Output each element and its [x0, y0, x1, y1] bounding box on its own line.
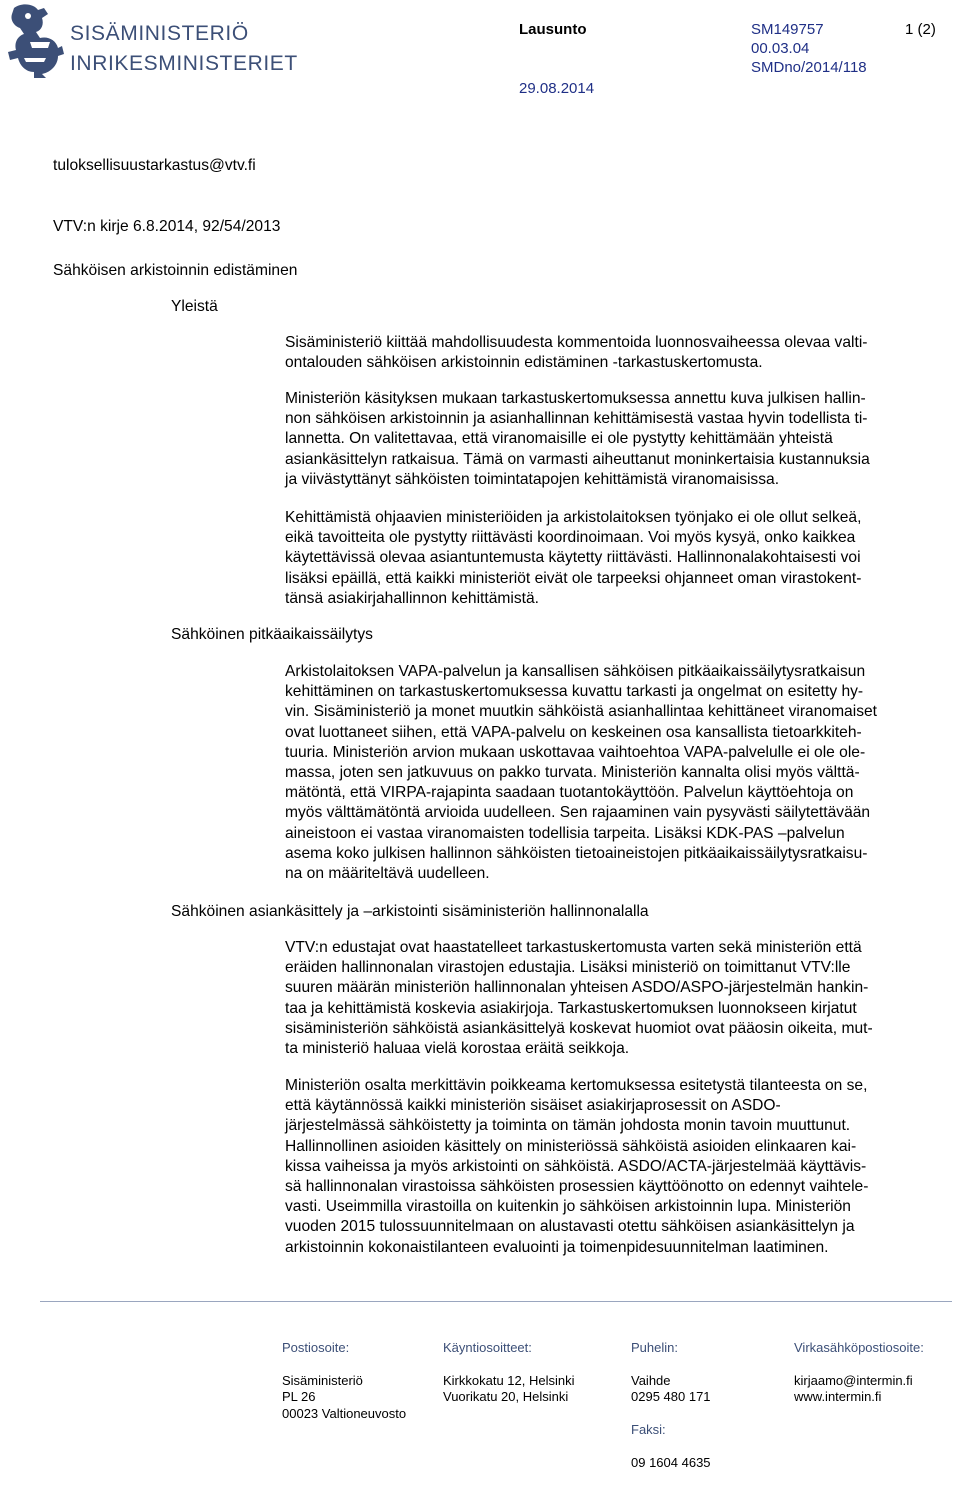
footer-phone-label: Puhelin:: [631, 1339, 678, 1355]
section-heading-electronic-case-handling: Sähköinen asiankäsittely ja –arkistointi sisäministeriön hallinnonalalla: [171, 903, 649, 920]
smdno-number: SMDno/2014/118: [751, 59, 867, 76]
paragraph: Arkistolaitoksen VAPA-palvelun ja kansallisen sähköisen pitkäaikaissäilytysratkaisun kehittäminen on tarkastuskertomuksessa kuvattu tarkasti ja ongelmat on esitetty hy- vin. Sisäministeriö ja monet muutkin sähköistä asianhallintaa kehittäneet viranomaiset ovat luottaneet siihen, että VAPA-palvelu on keskeinen osa kansallista tietoarkkiteh- tuuria. Ministeriön arvion mukaan uskottavaa vaihtoehtoa VAPA-palvelulle ei ole ole- massa, joten sen jatkuvuus on pakko turvata. Ministeriön kannalta olisi myös välttä- mätöntä, että VIRPA-rajapinta saadaan tuotantokäyttöön. Palvelun käyttöehtoja on myös välttämätöntä arvioida uudelleen. Sen rajaaminen vain pysyvästi säilytettävään aineistoon ei vastaa viranomaisten todellisia tarpeita. Lisäksi KDK-PAS –palvelun asema koko julkisen hallinnon sähköisten tietoaineistojen pitkäaikaissäilytysratkaisu- na on määriteltävä uudelleen.: [285, 663, 877, 883]
recipient-email: tuloksellisuustarkastus@vtv.fi: [53, 157, 256, 174]
ministry-logo: [4, 2, 298, 82]
footer-visit-addresses: Kirkkokatu 12, Helsinki Vuorikatu 20, Helsinki: [443, 1372, 575, 1404]
page-number: 1 (2): [905, 21, 936, 38]
section-heading-long-term-preservation: Sähköinen pitkäaikaissäilytys: [171, 626, 373, 643]
footer-fax-number: 09 1604 4635: [631, 1455, 711, 1470]
lion-crest-icon: [4, 2, 66, 80]
footer-postal-label: Postiosoite:: [282, 1339, 350, 1355]
document-date: 29.08.2014: [519, 80, 595, 97]
footer-visit-label: Käyntiosoitteet:: [443, 1339, 532, 1355]
document-type: Lausunto: [519, 21, 587, 38]
footer-email-label: Virkasähköpostiosoite:: [794, 1339, 924, 1355]
paragraph: Kehittämistä ohjaavien ministeriöiden ja arkistolaitoksen työnjako ei ole ollut selkeä, eikä tavoitteita ole pystytty riittävästi koordinoimaan. Voi myös kysyä, onko kaikkea käytettävissä olevaa asiantuntemusta käytetty riittävästi. Hallinnonalakohtaisesti voi lisäksi epäillä, että kaikki ministeriöt eivät ole tarpeeksi ohjanneet oman virastokent- tänsä asiakirjahallinnon kehittämistä.: [285, 509, 862, 607]
document-title: Sähköisen arkistoinnin edistäminen: [53, 262, 298, 279]
footer-email-and-web: kirjaamo@intermin.fi www.intermin.fi: [794, 1372, 913, 1404]
footer-phone-number: Vaihde 0295 480 171: [631, 1372, 711, 1404]
reference-letter: VTV:n kirje 6.8.2014, 92/54/2013: [53, 218, 281, 235]
logo-line-swedish: INRIKESMINISTERIET: [70, 52, 298, 75]
paragraph: Ministeriön käsityksen mukaan tarkastuskertomuksessa annettu kuva julkisen hallin- non sähköisen arkistoinnin ja asianhallinnan kehittämisestä vastaa hyvin todellista ti- lannetta. On valitettavaa, että viranomaisille ei ole pystytty kehittämään yhteistä asiankäsittelyn ratkaisua. Tämä on varmasti aiheuttanut moninkertaisia kustannuksia ja viivästyttänyt sähköisten toimintatapojen kehittämistä viranomaisissa.: [285, 390, 870, 488]
footer-visit-column: [443, 1323, 575, 1422]
paragraph: Sisäministeriö kiittää mahdollisuudesta kommentoida luonnosvaiheessa olevaa valti- ontalouden sähköisen arkistoinnin edistäminen -tarkastuskertomusta.: [285, 334, 868, 372]
paragraph: Ministeriön osalta merkittävin poikkeama kertomuksessa esitetystä tilanteesta on se, että käytännössä kaikki ministeriön sisäiset asiakirjaprosessit on ASDO- järjestelmässä sähköistetty ja toiminta on tämän johdosta monin tavoin muuttunut. Hallinnollinen asioiden käsittely on ministeriössä sähköistä asioiden elinkaaren kai- kissa vaiheissa ja myös arkistointi on sähköistä. ASDO/ACTA-järjestelmää käyttävis- sä hallinnonalan virastoissa sähköisten prosessien käyttöönotto on edennyt vaihtele- vasti. Useimmilla virastoilla on kuitenkin jo sähköisen arkistoinnin lupa. Ministeriön vuoden 2015 tulossuunnitelmaan on alustavasti otettu sähköisen asiankäsittelyn ja arkistoinnin kokonaistilanteen evaluointi ja toimenpidesuunnitelman laatiminen.: [285, 1077, 869, 1256]
logo-line-finnish: SISÄMINISTERIÖ: [70, 22, 249, 45]
footer-divider: [40, 1301, 952, 1302]
registration-number: SM149757: [751, 21, 824, 38]
footer-phone-column: [631, 1323, 711, 1488]
footer-email-column: [794, 1323, 924, 1422]
paragraph: VTV:n edustajat ovat haastatelleet tarkastuskertomusta varten sekä ministeriön että eräiden hallinnonalan virastojen edustajia. Lisäksi ministeriö on toimittanut VTV:lle suuren määrän ministeriön hallinnonalan yhteisen ASDO/ASPO-järjestelmän hankin- taa ja kehittämistä koskevia asiakirjoja. Tarkastuskertomuksen luonnokseen kirjatut sisäministeriön sähköistä asiankäsittelyä koskevat huomiot ovat pääosin oikeita, mut- ta ministeriö haluaa vielä korostaa eräitä seikkoja.: [285, 939, 873, 1058]
section-heading-general: Yleistä: [171, 298, 218, 315]
footer-fax-label: Faksi:: [631, 1422, 666, 1437]
footer-postal-address: Sisäministeriö PL 26 00023 Valtioneuvosto: [282, 1372, 407, 1421]
footer-postal-column: [282, 1323, 406, 1439]
archive-code: 00.03.04: [751, 40, 810, 57]
